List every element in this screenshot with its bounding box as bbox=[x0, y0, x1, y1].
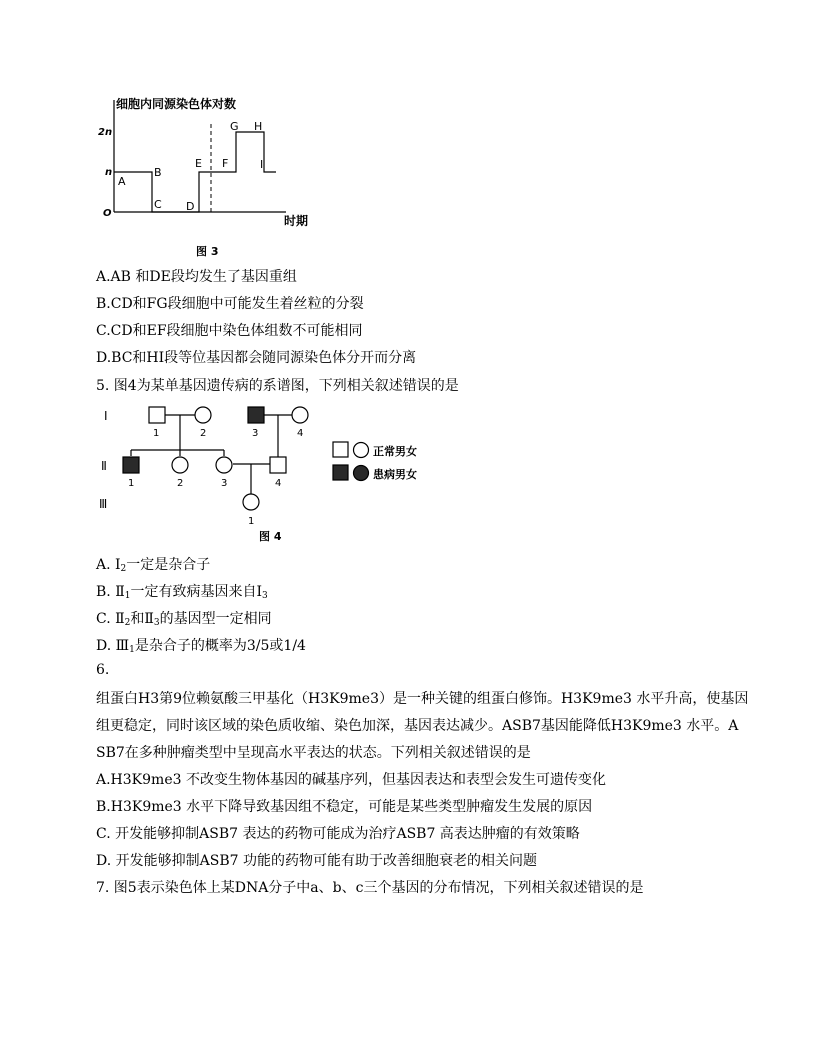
q5-option-d: D. $Ⅲ_1$是杂合子的概率为3/5或1/4 bbox=[96, 638, 306, 655]
homolog-pair-curve bbox=[114, 132, 276, 212]
q5-option-a: A. $Ⅰ_2$一定是杂合子 bbox=[96, 557, 211, 574]
y-tick-2n: 2n bbox=[98, 127, 113, 138]
y-tick-0: O bbox=[103, 208, 112, 219]
num-I-2: 2 bbox=[200, 428, 207, 439]
legend-affected-label: 患病男女 bbox=[373, 468, 417, 481]
q4-option-a: A.AB 和DE段均发生了基因重组 bbox=[96, 269, 297, 285]
y-tick-n: n bbox=[105, 167, 113, 178]
num-I-3: 3 bbox=[252, 428, 259, 439]
III-1-normal-female bbox=[243, 494, 259, 510]
figure-3-caption: 图 3 bbox=[196, 245, 219, 258]
q4-option-c: C.CD和EF段细胞中染色体组数不可能相同 bbox=[96, 323, 363, 339]
I-2-normal-female bbox=[195, 407, 211, 423]
x-axis-label: 时期 bbox=[284, 214, 309, 228]
q6-stem-line-2: 组更稳定，同时该区域的染色质收缩、染色加深，基因表达减少。ASB7基因能降低H3K9me3 水平。A bbox=[96, 718, 739, 734]
legend-normal-label: 正常男女 bbox=[373, 445, 417, 458]
point-D: D bbox=[186, 200, 195, 213]
legend-affected-male-icon bbox=[333, 465, 348, 480]
generation-label-II: Ⅱ bbox=[101, 459, 107, 473]
q6-stem-line-1: 组蛋白H3第9位赖氨酸三甲基化（H3K9me3）是一种关键的组蛋白修饰。H3K9me3 水平升高，使基因 bbox=[96, 691, 749, 707]
legend-normal-male-icon bbox=[333, 442, 348, 457]
II-2-normal-female bbox=[172, 457, 188, 473]
num-II-3: 3 bbox=[221, 478, 228, 489]
y-axis-label: 细胞内同源染色体对数 bbox=[116, 97, 237, 111]
point-I: I bbox=[260, 158, 264, 171]
point-B: B bbox=[154, 166, 162, 179]
figure-4-pedigree bbox=[96, 400, 456, 548]
num-III-1: 1 bbox=[248, 516, 255, 527]
I-1-normal-male bbox=[149, 407, 165, 423]
II-3-normal-female bbox=[216, 457, 232, 473]
point-F: F bbox=[222, 157, 229, 170]
q6-option-c: C. 开发能够抑制ASB7 表达的药物可能成为治疗ASB7 高表达肿瘤的有效策略 bbox=[96, 826, 580, 842]
figure-3-chart bbox=[96, 92, 316, 262]
legend-normal-female-icon bbox=[354, 443, 369, 458]
num-II-1: 1 bbox=[128, 478, 135, 489]
generation-label-I: Ⅰ bbox=[104, 409, 108, 423]
II-4-normal-male bbox=[270, 457, 286, 473]
q5-option-b: B. $Ⅱ_1$一定有致病基因来自$Ⅰ_3$ bbox=[96, 584, 268, 601]
q6-option-d: D. 开发能够抑制ASB7 功能的药物可能有助于改善细胞衰老的相关问题 bbox=[96, 853, 537, 869]
q5-stem: 5. 图4为某单基因遗传病的系谱图，下列相关叙述错误的是 bbox=[96, 378, 459, 394]
point-H: H bbox=[254, 120, 263, 133]
legend-affected-female-icon bbox=[354, 466, 369, 481]
I-4-normal-female bbox=[292, 407, 308, 423]
point-C: C bbox=[154, 198, 162, 211]
figure-4-caption: 图 4 bbox=[259, 530, 282, 543]
q6-number: 6. bbox=[96, 662, 110, 678]
q6-option-b: B.H3K9me3 水平下降导致基因组不稳定，可能是某些类型肿瘤发生发展的原因 bbox=[96, 799, 593, 815]
point-E: E bbox=[195, 157, 202, 170]
num-I-1: 1 bbox=[153, 428, 160, 439]
point-G: G bbox=[230, 120, 239, 133]
q6-option-a: A.H3K9me3 不改变生物体基因的碱基序列，但基因表达和表型会发生可遗传变化 bbox=[96, 772, 606, 788]
q5-option-c: C. $Ⅱ_2$和$Ⅱ_3$的基因型一定相同 bbox=[96, 611, 272, 628]
num-II-4: 4 bbox=[275, 478, 282, 489]
q7-stem: 7. 图5表示染色体上某DNA分子中a、b、c三个基因的分布情况，下列相关叙述错误的是 bbox=[96, 880, 644, 896]
generation-label-III: Ⅲ bbox=[99, 497, 108, 511]
II-1-affected-male bbox=[123, 457, 139, 473]
I-3-affected-male bbox=[248, 407, 264, 423]
num-II-2: 2 bbox=[177, 478, 184, 489]
q6-stem-line-3: SB7在多种肿瘤类型中呈现高水平表达的状态。下列相关叙述错误的是 bbox=[96, 745, 531, 761]
q4-option-b: B.CD和FG段细胞中可能发生着丝粒的分裂 bbox=[96, 296, 364, 312]
point-A: A bbox=[118, 175, 126, 188]
num-I-4: 4 bbox=[297, 428, 304, 439]
q4-option-d: D.BC和HI段等位基因都会随同源染色体分开而分离 bbox=[96, 350, 417, 366]
